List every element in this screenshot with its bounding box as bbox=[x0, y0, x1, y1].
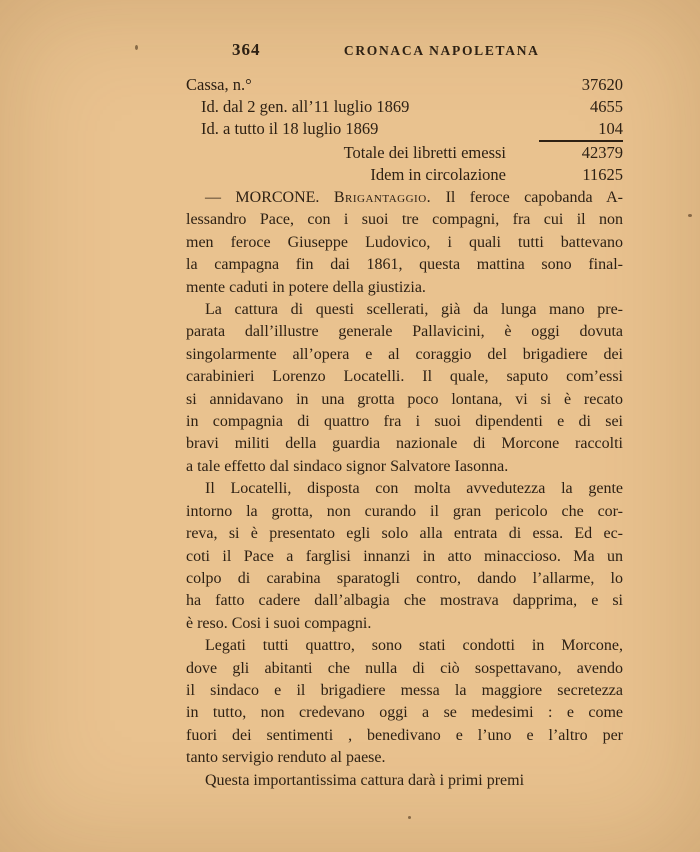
sum-rule: 42379 bbox=[539, 140, 623, 164]
smallcaps-heading: Brigantaggio. bbox=[333, 189, 432, 206]
ledger-label: Idem in circolazione bbox=[370, 165, 506, 184]
text-line: in tutto, non credevano oggi a se medesimi : e come bbox=[186, 704, 623, 722]
paragraph bbox=[186, 299, 623, 478]
table-row bbox=[186, 96, 623, 118]
text-line: reva, si è presentato egli solo alla entrata di essa. Ed ec- bbox=[186, 525, 623, 543]
ledger-label: Id. a tutto il 18 luglio 1869 bbox=[201, 119, 379, 138]
paragraph bbox=[186, 770, 623, 792]
text-line: coti il Pace a farglisi innanzi in atto minaccioso. Ma un bbox=[186, 547, 623, 565]
text-line: parata dall’illustre generale Pallavicini, è oggi dovuta bbox=[186, 323, 623, 341]
text-line: Questa importantissima cattura darà i primi premi bbox=[205, 771, 525, 789]
paper-speck bbox=[408, 816, 411, 819]
table-row-total bbox=[186, 140, 623, 164]
text-line: è reso. Cosi i suoi compagni. bbox=[186, 614, 372, 632]
text-line: si annidavano in una grotta poco lontana, vi si è recato bbox=[186, 390, 623, 408]
paper-speck bbox=[135, 45, 138, 50]
ledger-value: 104 bbox=[598, 119, 623, 138]
text-line: singolarmente all’opera e al coraggio del brigadiere dei bbox=[186, 345, 623, 363]
text-line: Il Locatelli, disposta con molta avvedutezza la gente bbox=[205, 480, 623, 498]
text-line: carabinieri Lorenzo Locatelli. Il quale, saputo com’essi bbox=[186, 368, 623, 386]
text-line bbox=[186, 187, 623, 209]
paper-speck bbox=[688, 214, 692, 217]
text-line: mente caduti in potere della giustizia. bbox=[186, 278, 426, 296]
page-header bbox=[186, 40, 623, 60]
paragraph-dash-lead: — MORCONE. bbox=[205, 189, 334, 206]
text-line: fuori dei sentimenti , benedivano e l’uno e l’altro per bbox=[186, 726, 623, 744]
ledger-label: Cassa, n.° bbox=[186, 75, 252, 94]
page-number: 364 bbox=[232, 40, 261, 59]
article-body bbox=[186, 187, 623, 792]
text-line: dove gli abitanti che nulla di ciò sospettavano, avendo bbox=[186, 659, 623, 677]
paragraph bbox=[186, 635, 623, 769]
table-row bbox=[186, 164, 623, 186]
running-title: CRONACA NAPOLETANA bbox=[343, 43, 540, 58]
ledger-value: 37620 bbox=[581, 75, 623, 94]
ledger-value: 11625 bbox=[582, 165, 623, 184]
table-row bbox=[186, 74, 623, 96]
text-line: colpo di carabina sparatogli contro, dando l’allarme, lo bbox=[186, 569, 623, 587]
text-line: tanto servigio renduto al paese. bbox=[186, 749, 386, 767]
text-line: Legati tutti quattro, sono stati condotti in Morcone, bbox=[205, 637, 623, 655]
book-page bbox=[186, 40, 623, 792]
text-line: men feroce Giuseppe Ludovico, i quali tutti battevano bbox=[186, 233, 623, 251]
text-line: bravi militi della guardia nazionale di Morcone raccolti bbox=[186, 435, 623, 453]
text-line: La cattura di questi scellerati, già da lunga mano pre- bbox=[205, 301, 623, 319]
text-line: lessandro Pace, con i suoi tre compagni, fra cui il non bbox=[186, 211, 623, 229]
text-line: la campagna fin dai 1861, questa mattina sono final- bbox=[186, 256, 623, 274]
text-line: a tale effetto dal sindaco signor Salvatore Iasonna. bbox=[186, 457, 509, 475]
paragraph bbox=[186, 187, 623, 299]
paragraph-opening-text: Il feroce capobanda A- bbox=[431, 189, 624, 206]
paragraph bbox=[186, 478, 623, 635]
text-line: in compagnia di quattro fra i suoi dipendenti e di sei bbox=[186, 413, 623, 431]
ledger-label: Id. dal 2 gen. all’11 luglio 1869 bbox=[201, 97, 410, 116]
text-line: intorno la grotta, non curando il gran pericolo che cor- bbox=[186, 502, 623, 520]
ledger-label: Totale dei libretti emessi bbox=[343, 143, 506, 162]
ledger-value: 4655 bbox=[590, 97, 623, 116]
table-row bbox=[186, 118, 623, 140]
text-line: ha fatto cadere dall’albagia che mostrava dapprima, e si bbox=[186, 592, 623, 610]
text-line: il sindaco e il brigadiere messa la maggiore secretezza bbox=[186, 681, 623, 699]
accounts-table bbox=[186, 74, 623, 186]
